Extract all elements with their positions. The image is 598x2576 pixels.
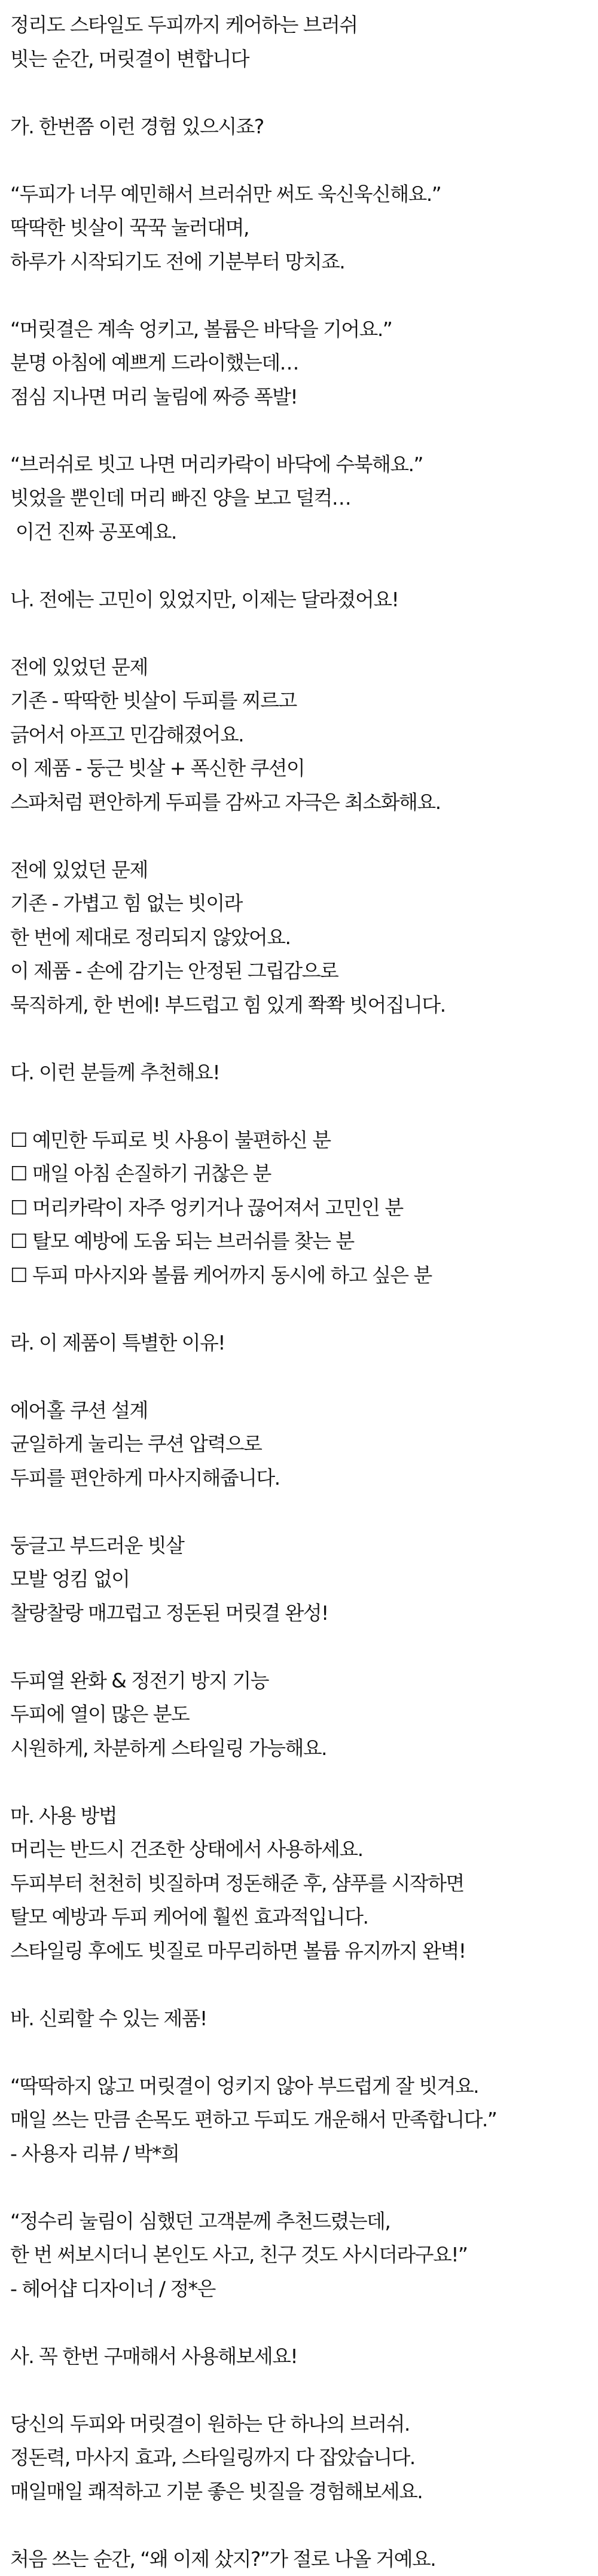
text-line: 매일매일 쾌적하고 기분 좋은 빗질을 경험해보세요. [10,2475,598,2509]
text-line: 묵직하게, 한 번에! 부드럽고 힘 있게 쫙쫙 빗어집니다. [10,988,598,1023]
blank-line [10,616,598,651]
text-line: 당신의 두피와 머릿결이 원하는 단 하나의 브러쉬. [10,2407,598,2441]
text-line: 이 제품 - 손에 감기는 안정된 그립감으로 [10,954,598,988]
blank-line [10,1968,598,2002]
text-line: ☐ 두피 마사지와 볼륨 케어까지 동시에 하고 싶은 분 [10,1259,598,1293]
text-line: 에어홀 쿠션 설계 [10,1394,598,1428]
blank-line [10,1089,598,1124]
blank-line [10,2035,598,2070]
text-line: 하루가 시작되기도 전에 기분부터 망치죠. [10,245,598,279]
text-line: “브러쉬로 빗고 나면 머리카락이 바닥에 수북해요.” [10,448,598,482]
text-line: 찰랑찰랑 매끄럽고 정돈된 머릿결 완성! [10,1597,598,1631]
text-line: 기존 - 가볍고 힘 없는 빗이라 [10,887,598,921]
text-line: 정돈력, 마사지 효과, 스타일링까지 다 잡았습니다. [10,2441,598,2475]
blank-line [10,144,598,178]
text-line: ☐ 예민한 두피로 빗 사용이 불편하신 분 [10,1124,598,1158]
text-line: 긁어서 아프고 민감해졌어요. [10,718,598,752]
text-line: “두피가 너무 예민해서 브러쉬만 써도 욱신욱신해요.” [10,178,598,212]
blank-line [10,414,598,448]
text-line: - 헤어샵 디자이너 / 정*은 [10,2272,598,2306]
text-line: 나. 전에는 고민이 있었지만, 이제는 달라졌어요! [10,583,598,617]
blank-line [10,1292,598,1326]
text-line: “정수리 눌림이 심했던 고객분께 추천드렸는데, [10,2205,598,2239]
blank-line [10,1360,598,1394]
text-line: 머리는 반드시 건조한 상태에서 사용하세요. [10,1833,598,1867]
text-line: 라. 이 제품이 특별한 이유! [10,1326,598,1360]
text-line: 두피에 열이 많은 분도 [10,1698,598,1732]
blank-line [10,1630,598,1664]
blank-line [10,1022,598,1056]
text-line: 두피를 편안하게 마사지해줍니다. [10,1461,598,1495]
text-line: “머릿결은 계속 엉키고, 볼륨은 바닥을 기어요.” [10,313,598,347]
text-line: 빗었을 뿐인데 머리 빠진 양을 보고 덜컥… [10,481,598,515]
text-line: 빗는 순간, 머릿결이 변합니다 [10,42,598,77]
text-line: 두피열 완화 & 정전기 방지 기능 [10,1664,598,1698]
blank-line [10,549,598,583]
text-line: 한 번에 제대로 정리되지 않았어요. [10,921,598,955]
text-line: ☐ 머리카락이 자주 엉키거나 끊어져서 고민인 분 [10,1191,598,1225]
text-line: 시원하게, 차분하게 스타일링 가능해요. [10,1732,598,1766]
blank-line [10,1765,598,1799]
text-line: 다. 이런 분들께 추천해요! [10,1056,598,1090]
text-line: ☐ 매일 아침 손질하기 귀찮은 분 [10,1157,598,1191]
text-line: 둥글고 부드러운 빗살 [10,1529,598,1563]
text-line: ☐ 탈모 예방에 도움 되는 브러쉬를 찾는 분 [10,1225,598,1259]
blank-line [10,2306,598,2340]
text-line: 마. 사용 방법 [10,1799,598,1833]
blank-line [10,2508,598,2543]
text-line: 이건 진짜 공포예요. [10,515,598,550]
text-line: “딱딱하지 않고 머릿결이 엉키지 않아 부드럽게 잘 빗겨요. [10,2070,598,2104]
text-line: 바. 신뢰할 수 있는 제품! [10,2002,598,2036]
text-line: 점심 지나면 머리 눌림에 짜증 폭발! [10,380,598,414]
text-line: 스파처럼 편안하게 두피를 감싸고 자극은 최소화해요. [10,786,598,820]
text-line: 정리도 스타일도 두피까지 케어하는 브러쉬 [10,8,598,42]
text-line: 두피부터 천천히 빗질하며 정돈해준 후, 샴푸를 시작하면 [10,1867,598,1901]
blank-line [10,819,598,853]
text-line: 이 제품 - 둥근 빗살 + 폭신한 쿠션이 [10,752,598,786]
text-line: - 사용자 리뷰 / 박*희 [10,2137,598,2171]
text-line: 매일 쓰는 만큼 손목도 편하고 두피도 개운해서 만족합니다.” [10,2103,598,2137]
text-line: 사. 꼭 한번 구매해서 사용해보세요! [10,2340,598,2374]
blank-line [10,279,598,313]
text-line: 전에 있었던 문제 [10,853,598,887]
text-line: 균일하게 눌리는 쿠션 압력으로 [10,1427,598,1461]
text-line: 가. 한번쯤 이런 경험 있으시죠? [10,110,598,144]
text-line: 전에 있었던 문제 [10,651,598,685]
text-line: 스타일링 후에도 빗질로 마무리하면 볼륨 유지까지 완벽! [10,1934,598,1968]
blank-line [10,1495,598,1529]
text-line: 처음 쓰는 순간, “왜 이제 샀지?”가 절로 나올 거예요. [10,2543,598,2576]
blank-line [10,2373,598,2407]
text-line: 기존 - 딱딱한 빗살이 두피를 찌르고 [10,684,598,718]
text-line: 딱딱한 빗살이 꾹꾹 눌러대며, [10,211,598,245]
blank-line [10,76,598,110]
blank-line [10,2171,598,2205]
text-line: 분명 아침에 예쁘게 드라이했는데… [10,346,598,380]
text-line: 한 번 써보시더니 본인도 사고, 친구 것도 사시더라구요!” [10,2238,598,2272]
text-line: 탈모 예방과 두피 케어에 훨씬 효과적입니다. [10,1900,598,1934]
text-line: 모발 엉킴 없이 [10,1562,598,1597]
